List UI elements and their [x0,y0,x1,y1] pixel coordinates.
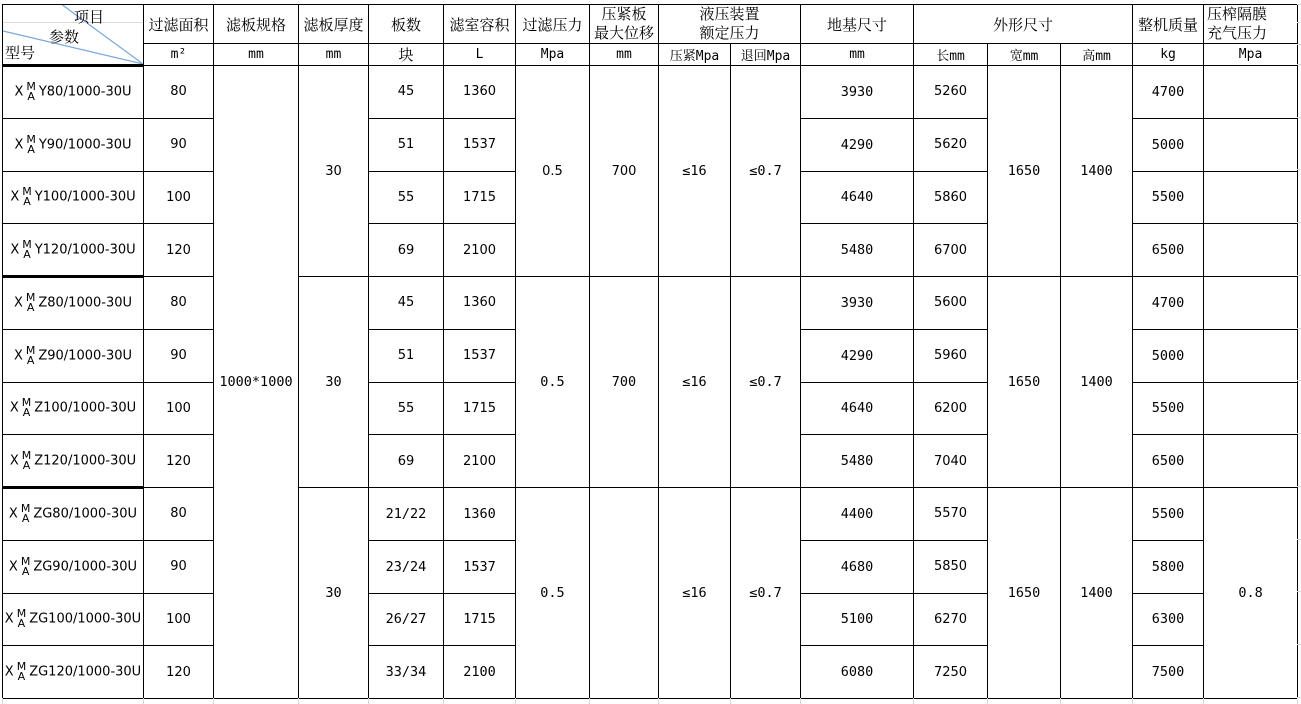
faint-gridline [3,22,143,23]
model-sup: M [16,660,27,674]
model-suffix: ZG100/1000-30U [29,611,142,627]
header-squeeze-line2: 充气压力 [1207,24,1268,42]
model-sub: A [27,142,35,156]
unit-clamp: 压紧Mpa [659,44,731,66]
model-sup: M [22,237,32,251]
plates-cell: 51 [369,118,444,171]
unit-plates: 块 [369,44,444,66]
header-squeeze [1204,5,1298,44]
data-row-1 [3,66,1298,119]
height-cell-g3: 1400 [1061,488,1133,699]
corner-label-model: 型号 [5,44,36,62]
volume-cell: 1715 [444,382,516,435]
plates-cell: 33/34 [369,646,444,699]
clamp-cell-g3: ≤16 [659,488,731,699]
width-cell-g3: 1650 [988,488,1061,699]
model-stack [17,609,27,629]
area-cell: 120 [144,435,214,488]
model-prefix: X [4,664,14,680]
displacement-cell-g2: 700 [590,277,659,488]
displacement-cell-g3 [590,488,659,699]
foundation-cell: 5480 [801,224,914,277]
foundation-cell: 4680 [801,540,914,593]
header-weight: 整机质量 [1133,5,1204,44]
weight-cell: 6500 [1133,435,1204,488]
model-suffix: Z120/1000-30U [34,453,137,469]
header-squeeze-line1: 压榨隔膜 [1207,5,1268,23]
header-max-displacement-line2: 最大位移 [593,24,654,42]
unit-area: m² [144,44,214,66]
volume-cell: 1715 [444,171,516,224]
data-row-9 [3,488,1298,541]
area-cell: 90 [144,329,214,382]
model-stack [20,554,31,578]
displacement-cell-g1: 700 [590,66,659,277]
header-row-1 [3,5,1298,44]
header-hydraulic-line2: 额定压力 [699,24,760,42]
model-stack [26,82,36,102]
model-sup: M [21,396,32,410]
foundation-cell: 4640 [801,382,914,435]
length-cell: 5260 [914,66,988,119]
weight-cell: 4700 [1133,277,1204,330]
area-cell: 90 [144,540,214,593]
length-cell: 6270 [914,593,988,646]
volume-cell: 2100 [444,224,516,277]
model-sup: M [25,343,36,357]
model-suffix: Z80/1000-30U [38,295,133,311]
length-cell: 6700 [914,224,988,277]
unit-return: 退回Mpa [731,44,801,66]
model-cell [3,277,144,330]
model-sub: A [26,301,35,315]
header-foundation: 地基尺寸 [801,5,914,44]
volume-cell: 1537 [444,540,516,593]
weight-cell: 5500 [1133,488,1204,541]
weight-cell: 6500 [1133,224,1204,277]
plates-cell: 23/24 [369,540,444,593]
thickness-cell-g2: 30 [299,277,369,488]
model-sup: M [25,291,36,305]
pressure-cell-g1: 0.5 [516,66,590,277]
corner-header-cell [3,5,144,66]
weight-cell: 5000 [1133,329,1204,382]
unit-spec: mm [214,44,299,66]
model-stack [26,132,36,156]
model-sub: A [21,512,30,526]
model-prefix: X [13,295,23,311]
unit-volume: L [444,44,516,66]
weight-cell: 5500 [1133,382,1204,435]
plates-cell: 51 [369,329,444,382]
model-stack [21,448,32,472]
model-sub: A [21,564,30,578]
area-cell: 100 [144,593,214,646]
plates-cell: 21/22 [369,488,444,541]
corner-label-param: 参数 [49,28,80,46]
model-prefix: X [14,84,24,100]
model-prefix: X [9,400,19,416]
length-cell: 7040 [914,435,988,488]
pressure-cell-g2: 0.5 [516,277,590,488]
foundation-cell: 3930 [801,66,914,119]
header-dimensions: 外形尺寸 [914,5,1133,44]
length-cell: 5960 [914,329,988,382]
model-cell [3,540,144,593]
model-sub: A [23,195,31,209]
model-sub: A [23,247,31,261]
weight-cell: 5800 [1133,540,1204,593]
weight-cell: 7500 [1133,646,1204,699]
volume-cell: 1715 [444,593,516,646]
volume-cell: 1537 [444,329,516,382]
model-prefix: X [13,348,23,364]
plates-cell: 69 [369,224,444,277]
unit-squeeze: Mpa [1204,44,1298,66]
header-chamber-volume: 滤室容积 [444,5,516,44]
area-cell: 120 [144,224,214,277]
weight-cell: 6300 [1133,593,1204,646]
model-sub: A [27,90,35,104]
model-stack [22,398,32,418]
model-sup: M [26,80,36,94]
model-cell [3,488,144,541]
foundation-cell: 4640 [801,171,914,224]
header-plate-count: 板数 [369,5,444,44]
plates-cell: 55 [369,382,444,435]
header-max-displacement [590,5,659,44]
clamp-cell-g2: ≤16 [659,277,731,488]
model-cell [3,646,144,699]
model-stack [22,187,32,207]
model-suffix: Y120/1000-30U [34,242,136,258]
model-stack [17,662,27,682]
area-cell: 90 [144,118,214,171]
model-prefix: X [8,506,18,522]
unit-weight: kg [1133,44,1204,66]
volume-cell: 1537 [444,118,516,171]
model-sub: A [26,353,35,367]
model-sub: A [17,617,26,631]
model-prefix: X [8,559,18,575]
model-stack [26,293,36,313]
plates-cell: 69 [369,435,444,488]
length-cell: 6200 [914,382,988,435]
model-suffix: Y90/1000-30U [38,137,132,153]
model-prefix: X [14,137,24,153]
model-stack [21,504,31,524]
return-cell-g3: ≤0.7 [731,488,801,699]
foundation-cell: 3930 [801,277,914,330]
volume-cell: 1360 [444,66,516,119]
weight-cell: 4700 [1133,66,1204,119]
model-suffix: Z100/1000-30U [34,400,137,416]
squeeze-cell [1204,329,1298,382]
length-cell: 7250 [914,646,988,699]
length-cell: 5850 [914,540,988,593]
model-cell [3,329,144,382]
squeeze-cell [1204,224,1298,277]
length-cell: 5570 [914,488,988,541]
data-row-5 [3,277,1298,330]
model-suffix: ZG80/1000-30U [33,506,138,522]
model-sub: A [17,670,26,684]
spec-table-wrapper [2,4,1298,699]
unit-height: 高mm [1061,44,1133,66]
model-suffix: Z90/1000-30U [38,348,133,364]
model-suffix: Y100/1000-30U [34,189,136,205]
model-stack [22,237,32,261]
plates-cell: 55 [369,171,444,224]
model-sub: A [22,406,31,420]
width-cell-g1: 1650 [988,66,1061,277]
length-cell: 5860 [914,171,988,224]
model-cell [3,382,144,435]
header-hydraulic [659,5,801,44]
model-sup: M [22,185,32,199]
length-cell: 5600 [914,277,988,330]
area-cell: 100 [144,382,214,435]
model-prefix: X [4,611,14,627]
model-prefix: X [10,189,20,205]
volume-cell: 1360 [444,277,516,330]
area-cell: 100 [144,171,214,224]
return-cell-g2: ≤0.7 [731,277,801,488]
model-sup: M [26,132,36,146]
model-suffix: ZG120/1000-30U [29,664,142,680]
area-cell: 80 [144,66,214,119]
squeeze-cell [1204,171,1298,224]
length-cell: 5620 [914,118,988,171]
plates-cell: 45 [369,66,444,119]
model-suffix: ZG90/1000-30U [33,559,138,575]
model-cell [3,118,144,171]
spec-table [2,4,1298,699]
squeeze-cell [1204,118,1298,171]
foundation-cell: 5480 [801,435,914,488]
unit-width: 宽mm [988,44,1061,66]
model-cell [3,224,144,277]
foundation-cell: 5100 [801,593,914,646]
area-cell: 80 [144,277,214,330]
width-cell-g2: 1650 [988,277,1061,488]
header-row-units [3,44,1298,66]
thickness-cell-g3: 30 [299,488,369,699]
plate-spec-cell: 1000*1000 [214,66,299,699]
unit-pressure: Mpa [516,44,590,66]
model-prefix: X [10,242,20,258]
plates-cell: 26/27 [369,593,444,646]
header-plate-thickness: 滤板厚度 [299,5,369,44]
model-sup: M [16,607,27,621]
header-hydraulic-line1: 液压装置 [699,5,760,23]
header-filter-area: 过滤面积 [144,5,214,44]
unit-displacement: mm [590,44,659,66]
volume-cell: 1360 [444,488,516,541]
unit-length: 长mm [914,44,988,66]
height-cell-g1: 1400 [1061,66,1133,277]
model-prefix: X [9,453,19,469]
corner-label-item: 项目 [74,8,105,26]
clamp-cell-g1: ≤16 [659,66,731,277]
model-cell [3,435,144,488]
unit-thickness: mm [299,44,369,66]
model-stack [25,343,36,367]
model-cell [3,593,144,646]
foundation-cell: 4290 [801,118,914,171]
header-max-displacement-line1: 压紧板 [601,5,647,23]
squeeze-cell [1204,277,1298,330]
squeeze-cell [1204,66,1298,119]
volume-cell: 2100 [444,435,516,488]
unit-foundation: mm [801,44,914,66]
plates-cell: 45 [369,277,444,330]
foundation-cell: 4400 [801,488,914,541]
model-sup: M [21,448,32,462]
model-cell [3,171,144,224]
return-cell-g1: ≤0.7 [731,66,801,277]
foundation-cell: 4290 [801,329,914,382]
foundation-cell: 6080 [801,646,914,699]
volume-cell: 2100 [444,646,516,699]
weight-cell: 5000 [1133,118,1204,171]
thickness-cell-g1: 30 [299,66,369,277]
model-cell [3,66,144,119]
header-filter-pressure: 过滤压力 [516,5,590,44]
squeeze-cell [1204,435,1298,488]
weight-cell: 5500 [1133,171,1204,224]
area-cell: 120 [144,646,214,699]
pressure-cell-g3: 0.5 [516,488,590,699]
model-sup: M [20,502,31,516]
squeeze-cell [1204,382,1298,435]
model-sup: M [20,554,31,568]
squeeze-cell-g3: 0.8 [1204,488,1298,699]
model-suffix: Y80/1000-30U [38,84,132,100]
header-plate-spec: 滤板规格 [214,5,299,44]
height-cell-g2: 1400 [1061,277,1133,488]
model-sub: A [22,458,31,472]
area-cell: 80 [144,488,214,541]
